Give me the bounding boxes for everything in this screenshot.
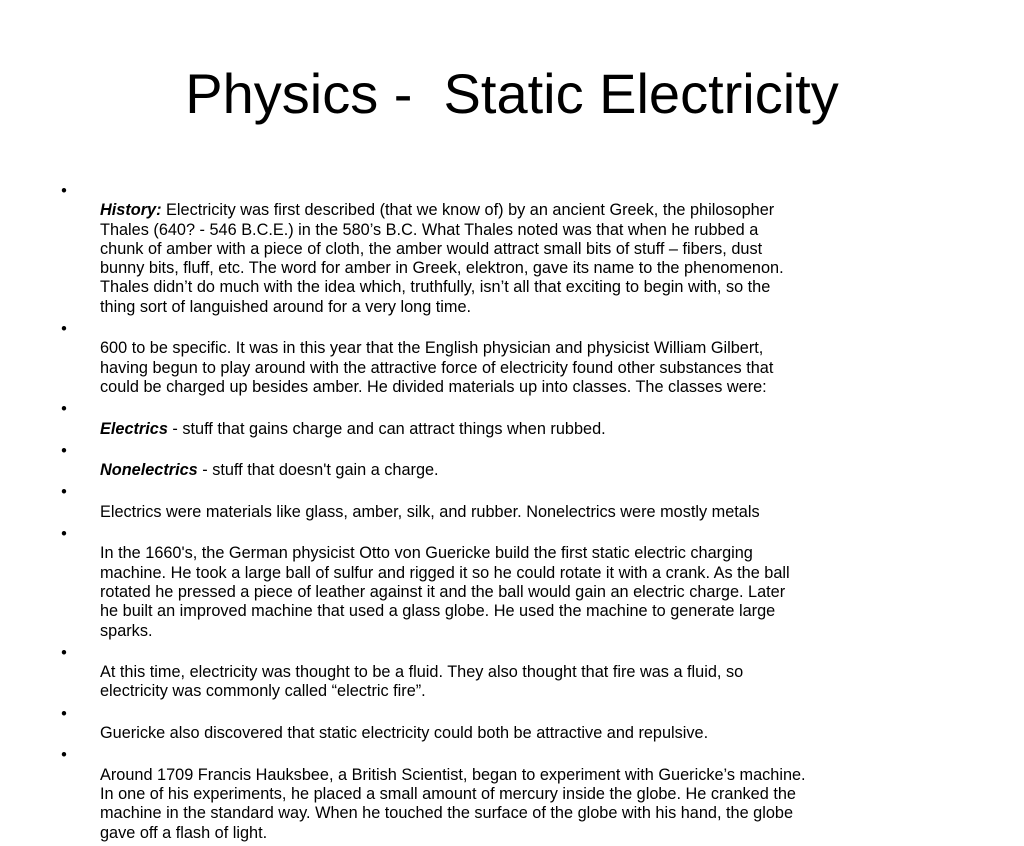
slide-title: Physics - Static Electricity [185,62,839,125]
bullet-icon: • [61,182,67,200]
list-item [58,320,978,397]
item-text: Around 1709 Francis Hauksbee, a British Scientist, began to experiment with Guericke’s machine. In one of his experiments, he placed a small amount of mercury inside the globe. He cranked the machine in the standard way. When he touched the surface of the globe with his hand, the globe gave off a flash of light. [100,765,806,842]
item-text: Guericke also discovered that static electricity could both be attractive and repulsive. [100,724,709,743]
bullet-icon: • [61,320,67,339]
item-text: At this time, electricity was thought to be a fluid. They also thought that fire was a fluid, so electricity was commonly called “electric fire”. [100,663,744,701]
item-text: 600 to be specific. It was in this year that the English physician and physicist William Gilbert, having begun to play around with the attractive force of electricity found other substances that could be charged up besides amber. He divided materials up into classes. The classes were: [100,339,774,396]
item-lead: History: [100,201,162,220]
bullet-icon: • [61,400,67,419]
bullet-icon: • [61,643,67,662]
list-item [58,483,978,522]
list-item [58,644,978,702]
list-item [58,442,978,481]
bullet-icon: • [61,704,67,723]
list-item [58,705,978,744]
bullet-icon: • [61,746,67,765]
list-item [58,746,978,842]
item-text: - stuff that doesn't gain a charge. [197,461,439,480]
list-item [58,525,978,641]
bullet-icon: • [61,525,67,544]
item-lead: Nonelectrics [100,461,198,480]
list-item [58,182,978,317]
item-text: Electrics were materials like glass, amber, silk, and rubber. Nonelectrics were mostly metals [100,502,760,521]
bullet-list [58,182,978,846]
list-item [58,400,978,439]
item-text: Electricity was first described (that we know of) by an ancient Greek, the philosopher Thales (640? - 546 B.C.E.) in the 580’s B.C. What Thales noted was that when he rubbed a chunk of amber with a piece of cloth, the amber would attract small bits of stuff – fibers, dust bunny bits, fluff, etc. The word for amber in Greek, elektron, gave its name to the phenomenon. Thales didn’t do much with the idea which, truthfully, isn’t all that exciting to begin with, so the thing sort of languished around for a very long time. [100,201,784,316]
item-lead: Electrics [100,419,168,438]
item-text: In the 1660's, the German physicist Otto von Guericke build the first static electric charging machine. He took a large ball of sulfur and rigged it so he could rotate it with a crank. As the ball rotated he pressed a piece of leather against it and the ball would gain an electric charge. Later he built an improved machine that used a glass globe. He used the machine to generate large sparks. [100,544,790,640]
item-text: - stuff that gains charge and can attract things when rubbed. [167,419,606,438]
bullet-icon: • [61,483,67,502]
bullet-icon: • [61,441,67,460]
